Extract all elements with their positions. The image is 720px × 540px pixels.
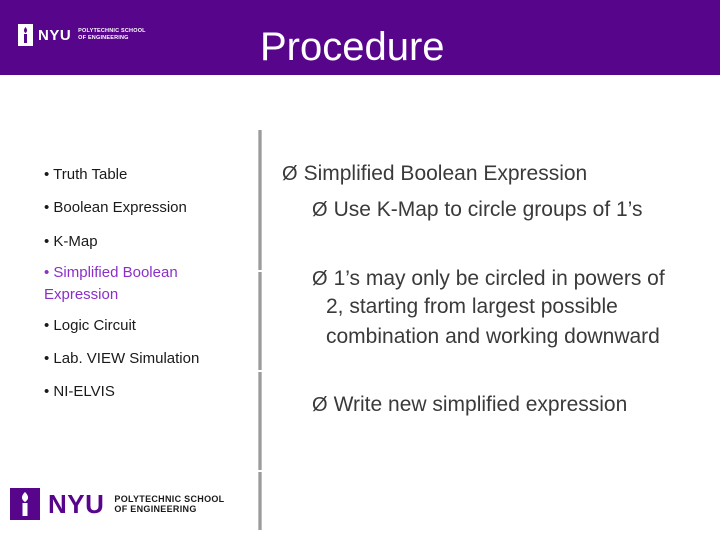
divider-notch [256,370,264,372]
sub-bullet-powers-line3: combination and working downward [326,325,660,348]
right-arrowhead-icon: Ø [312,394,328,416]
divider-notch [256,470,264,472]
nyu-logo-header [18,24,146,46]
slide-title: Procedure [260,25,445,69]
nyu-wordmark: NYU [38,26,72,44]
step-ni-elvis: • NI-ELVIS [44,383,115,400]
header-bar [0,0,720,75]
sub-bullet-powers-line2: 2, starting from largest possible [326,295,618,318]
sub-bullet-write [312,393,627,417]
step-simplified-boolean-expression: • Simplified Boolean Expression [44,264,178,303]
main-bullet [282,162,587,186]
school-name-line2: OF ENGINEERING [78,35,129,41]
school-name-line1: POLYTECHNIC SCHOOL [114,494,225,504]
step-boolean-expression: • Boolean Expression [44,199,187,216]
nyu-wordmark: NYU [48,488,105,519]
sub-bullet-powers-line1: 1’s may only be circled in powers of [333,267,665,290]
divider-notch [256,270,264,272]
sub-bullet-write-text: Write new simplified expression [333,393,628,416]
nyu-torch-icon [18,24,33,46]
school-name [78,28,146,42]
step-k-map: • K-Map [44,233,98,250]
sub-bullet-kmap-text: Use K-Map to circle groups of 1’s [333,198,643,221]
sub-bullet-kmap [312,198,642,222]
nyu-torch-icon [10,488,40,520]
step-truth-table: • Truth Table [44,166,128,183]
sub-bullet-powers [312,267,665,291]
school-name-line1: POLYTECHNIC SCHOOL [78,28,146,34]
main-heading: Simplified Boolean Expression [303,162,588,185]
right-arrowhead-icon: Ø [282,163,298,185]
right-arrowhead-icon: Ø [312,199,328,221]
school-name-line2: OF ENGINEERING [114,504,197,514]
nyu-logo-footer [10,488,224,520]
step-logic-circuit: • Logic Circuit [44,317,136,334]
step-labview-simulation: • Lab. VIEW Simulation [44,350,200,367]
school-name [114,494,224,514]
right-arrowhead-icon: Ø [312,268,328,290]
